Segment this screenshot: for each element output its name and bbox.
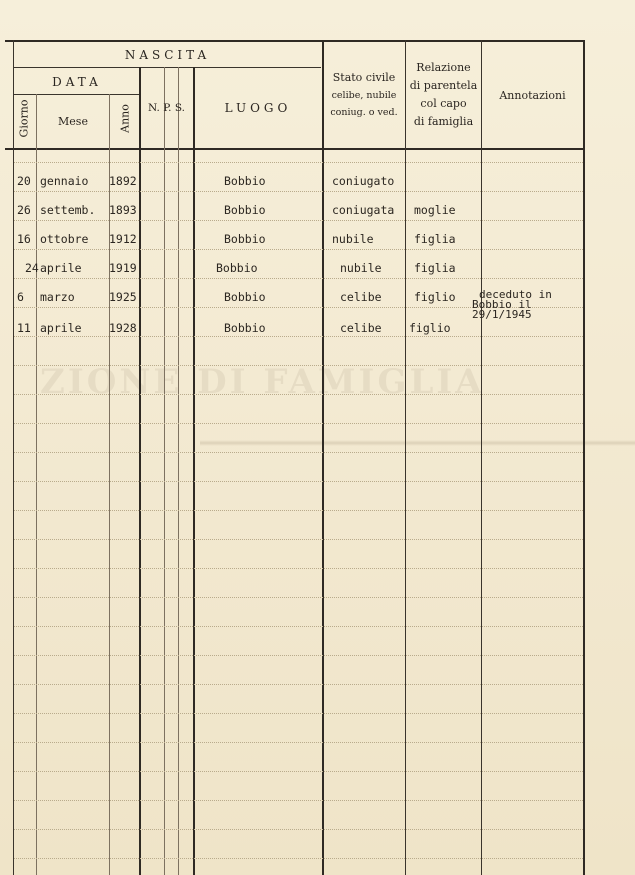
col-line-anno	[139, 67, 141, 875]
watermark-text: ZIONE DI FAMIGLIA	[40, 362, 485, 402]
mese-heading: Mese	[58, 115, 88, 128]
ruled-line	[14, 162, 583, 163]
ruled-line	[14, 858, 583, 859]
ruled-line	[14, 249, 583, 250]
cell-annotazione: Bobbio il	[472, 298, 532, 311]
cell-relazione: figlia	[414, 232, 456, 246]
cell-annotazione: 29/1/1945	[472, 308, 532, 321]
cell-giorno: 26	[17, 203, 31, 217]
cell-anno: 1893	[109, 203, 137, 217]
cell-anno: 1928	[109, 321, 137, 335]
header-bottom-line	[5, 148, 583, 150]
cell-anno: 1919	[109, 261, 137, 275]
stato-civile-options-2: coniug. o ved.	[330, 107, 398, 118]
cell-stato: celibe	[340, 321, 382, 335]
nascita-heading: NASCITA	[124, 48, 211, 62]
cell-annotazione: deceduto in	[479, 288, 552, 301]
annotazioni-heading: Annotazioni	[499, 89, 566, 102]
cell-stato: nubile	[332, 232, 374, 246]
cell-mese: aprile	[40, 261, 82, 275]
cell-giorno: 20	[17, 174, 31, 188]
cell-luogo: Bobbio	[224, 290, 266, 304]
col-line-luogo	[322, 40, 324, 875]
cell-relazione: figlio	[414, 290, 456, 304]
ruled-line	[14, 394, 583, 395]
ruled-line	[14, 278, 583, 279]
relazione-heading-1: Relazione	[416, 61, 471, 74]
stato-civile-options-1: celibe, nubile	[331, 90, 397, 101]
relazione-heading-4: di famiglia	[413, 115, 474, 128]
ruled-line	[14, 655, 583, 656]
col-line-left	[13, 40, 14, 875]
nps-heading: N. P. S.	[148, 102, 185, 114]
cell-luogo: Bobbio	[224, 321, 266, 335]
ruled-line	[14, 191, 583, 192]
ruled-line	[14, 742, 583, 743]
cell-giorno: 6	[17, 290, 24, 304]
col-line-right	[583, 40, 585, 875]
cell-mese: aprile	[40, 321, 82, 335]
col-line-s	[193, 67, 195, 875]
ruled-line	[14, 539, 583, 540]
col-line-relazione	[481, 40, 482, 875]
cell-mese: settemb.	[40, 203, 96, 217]
ruled-line	[14, 829, 583, 830]
cell-luogo: Bobbio	[216, 261, 258, 275]
ruled-line	[14, 800, 583, 801]
relazione-heading-3: col capo	[420, 97, 467, 110]
cell-stato: coniugato	[332, 174, 395, 188]
cell-giorno: 16	[17, 232, 31, 246]
cell-stato: celibe	[340, 290, 382, 304]
cell-stato: nubile	[340, 261, 382, 275]
cell-anno: 1892	[109, 174, 137, 188]
cell-giorno: 24	[25, 261, 39, 275]
cell-anno: 1925	[109, 290, 137, 304]
giorno-heading: Giorno	[17, 99, 31, 138]
ruled-line	[14, 481, 583, 482]
col-line-stato	[405, 40, 406, 875]
cell-relazione: figlio	[409, 321, 451, 335]
ruled-line	[14, 626, 583, 627]
ruled-line	[14, 771, 583, 772]
relazione-heading-2: di parentela	[409, 79, 478, 92]
ruled-line	[14, 568, 583, 569]
data-heading: DATA	[52, 75, 102, 89]
cell-mese: marzo	[40, 290, 75, 304]
cell-relazione: figlia	[414, 261, 456, 275]
cell-mese: gennaio	[40, 174, 89, 188]
anno-heading: Anno	[118, 104, 132, 133]
ruled-line	[14, 365, 583, 366]
ruled-line	[14, 597, 583, 598]
cell-giorno: 11	[17, 321, 31, 335]
col-line-giorno	[36, 94, 37, 875]
cell-anno: 1912	[109, 232, 137, 246]
cell-luogo: Bobbio	[224, 232, 266, 246]
cell-mese: ottobre	[40, 232, 89, 246]
cell-stato: coniugata	[332, 203, 395, 217]
ruled-line	[14, 452, 583, 453]
ruled-line	[14, 684, 583, 685]
ruled-line	[14, 713, 583, 714]
luogo-heading: LUOGO	[224, 101, 292, 115]
stato-civile-heading: Stato civile	[332, 71, 396, 84]
cell-luogo: Bobbio	[224, 174, 266, 188]
frame-top-line	[5, 40, 583, 42]
cell-relazione: moglie	[414, 203, 456, 217]
nascita-sub-line	[14, 67, 321, 68]
ruled-line	[14, 423, 583, 424]
ruled-line	[14, 220, 583, 221]
paper-fold	[200, 440, 635, 446]
cell-luogo: Bobbio	[224, 203, 266, 217]
col-line-p	[178, 67, 179, 875]
col-line-n	[164, 67, 165, 875]
ruled-line	[14, 510, 583, 511]
ruled-line	[14, 336, 583, 337]
